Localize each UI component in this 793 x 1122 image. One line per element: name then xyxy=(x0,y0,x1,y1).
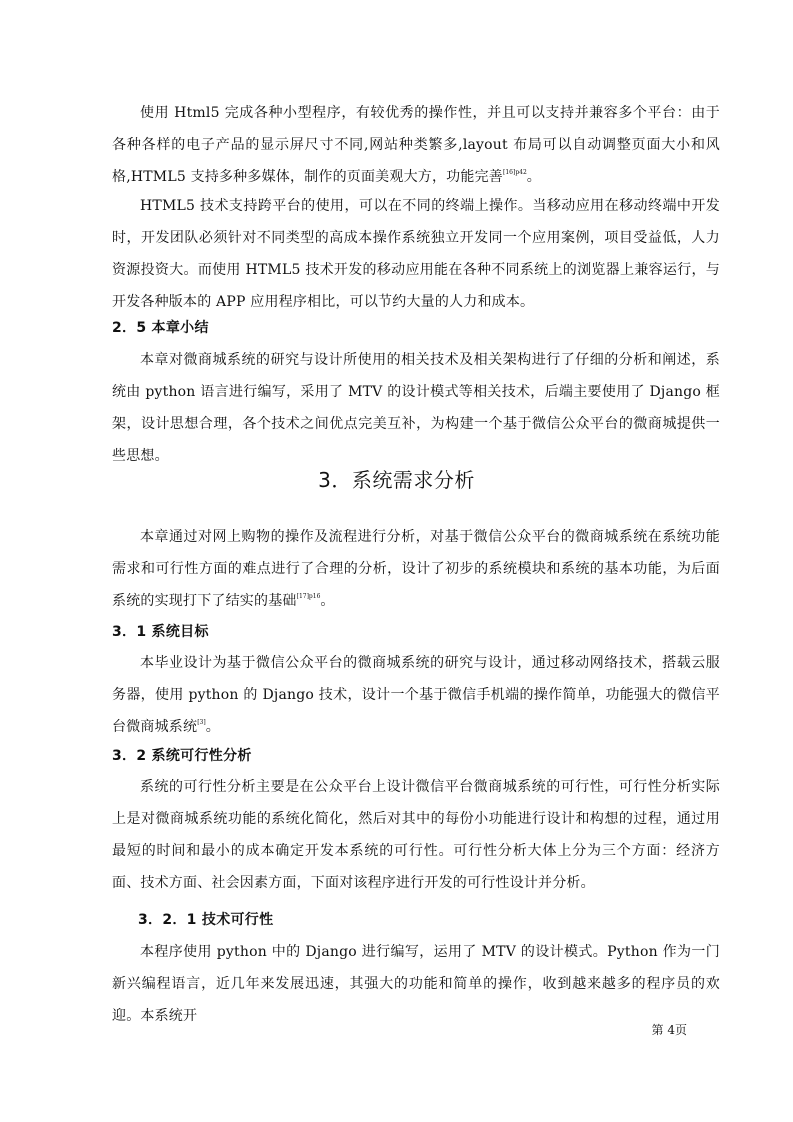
paragraph-text: 本章通过对网上购物的操作及流程进行分析，对基于微信公众平台的微商城系统在系统功能需求和可行性方面的难点进行了合理的分析，设计了初步的系统模块和系统的基本功能，为后面系统的实现打下了结实的基础 xyxy=(112,529,720,609)
paragraph-system-goal xyxy=(112,647,720,743)
paragraph-chapter-summary: 本章对微商城系统的研究与设计所使用的相关技术及相关架构进行了仔细的分析和阐述，系统由 python 语言进行编写，采用了 MTV 的设计模式等相关技术，后端主要使用了 Django 框架，设计思想合理，各个技术之间优点完美互补，为构建一个基于微信公众平台的微商城提供一些思想。 xyxy=(112,352,720,464)
section-heading-3-1: 3．1 系统目标 xyxy=(112,624,209,640)
chapter-title: 3．系统需求分析 xyxy=(318,468,475,492)
paragraph-chapter-intro xyxy=(112,521,720,617)
paragraph-tail: 。 xyxy=(526,169,541,185)
citation: [16]p42 xyxy=(503,169,527,176)
citation: [17]p16 xyxy=(296,593,321,600)
paragraph-feasibility: 系统的可行性分析主要是在公众平台上设计微信平台微商城系统的可行性，可行性分析实际上是对微商城系统功能的系统化简化，然后对其中的每份小功能进行设计和构想的过程，通过用最短的时间和最小的成本确定开发本系统的可行性。可行性分析大体上分为三个方面：经济方面、技术方面、社会因素方面，下面对该程序进行开发的可行性设计并分析。 xyxy=(112,779,720,891)
section-heading-2-5: 2．5 本章小结 xyxy=(112,320,209,336)
paragraph-tail: 。 xyxy=(320,593,335,609)
paragraph-text: 使用 Html5 完成各种小型程序，有较优秀的操作性，并且可以支持并兼容多个平台：由于各种各样的电子产品的显示屏尺寸不同,网站种类繁多,layout 布局可以自动调整页面大小和风格,HTML5 支持多种多媒体，制作的页面美观大方，功能完善 xyxy=(112,105,720,185)
section-heading-3-2: 3．2 系统可行性分析 xyxy=(112,748,252,764)
paragraph-html5-cross-platform: HTML5 技术支持跨平台的使用，可以在不同的终端上操作。当移动应用在移动终端中开发时，开发团队必须针对不同类型的高成本操作系统独立开发同一个应用案例，项目受益低，人力资源投资大。而使用 HTML5 技术开发的移动应用能在各种不同系统上的浏览器上兼容运行，与开发各种版本的 APP 应用程序相比，可以节约大量的人力和成本。 xyxy=(112,198,720,310)
paragraph-tail: 。 xyxy=(205,719,220,735)
page-number: 第 4页 xyxy=(651,1023,687,1037)
paragraph-html5-features xyxy=(112,97,720,193)
section-heading-3-2-1: 3．2．1 技术可行性 xyxy=(138,912,274,928)
paragraph-text: 本毕业设计为基于微信公众平台的微商城系统的研究与设计，通过移动网络技术，搭载云服务器，使用 python 的 Django 技术，设计一个基于微信手机端的操作简单，功能强大的微信平台微商城系统 xyxy=(112,655,720,735)
citation: [3] xyxy=(197,719,206,726)
paragraph-tech-feasibility: 本程序使用 python 中的 Django 进行编写，运用了 MTV 的设计模式。Python 作为一门新兴编程语言，近几年来发展迅速，其强大的功能和简单的操作，收到越来越多的程序员的欢迎。本系统开 xyxy=(112,944,720,1024)
